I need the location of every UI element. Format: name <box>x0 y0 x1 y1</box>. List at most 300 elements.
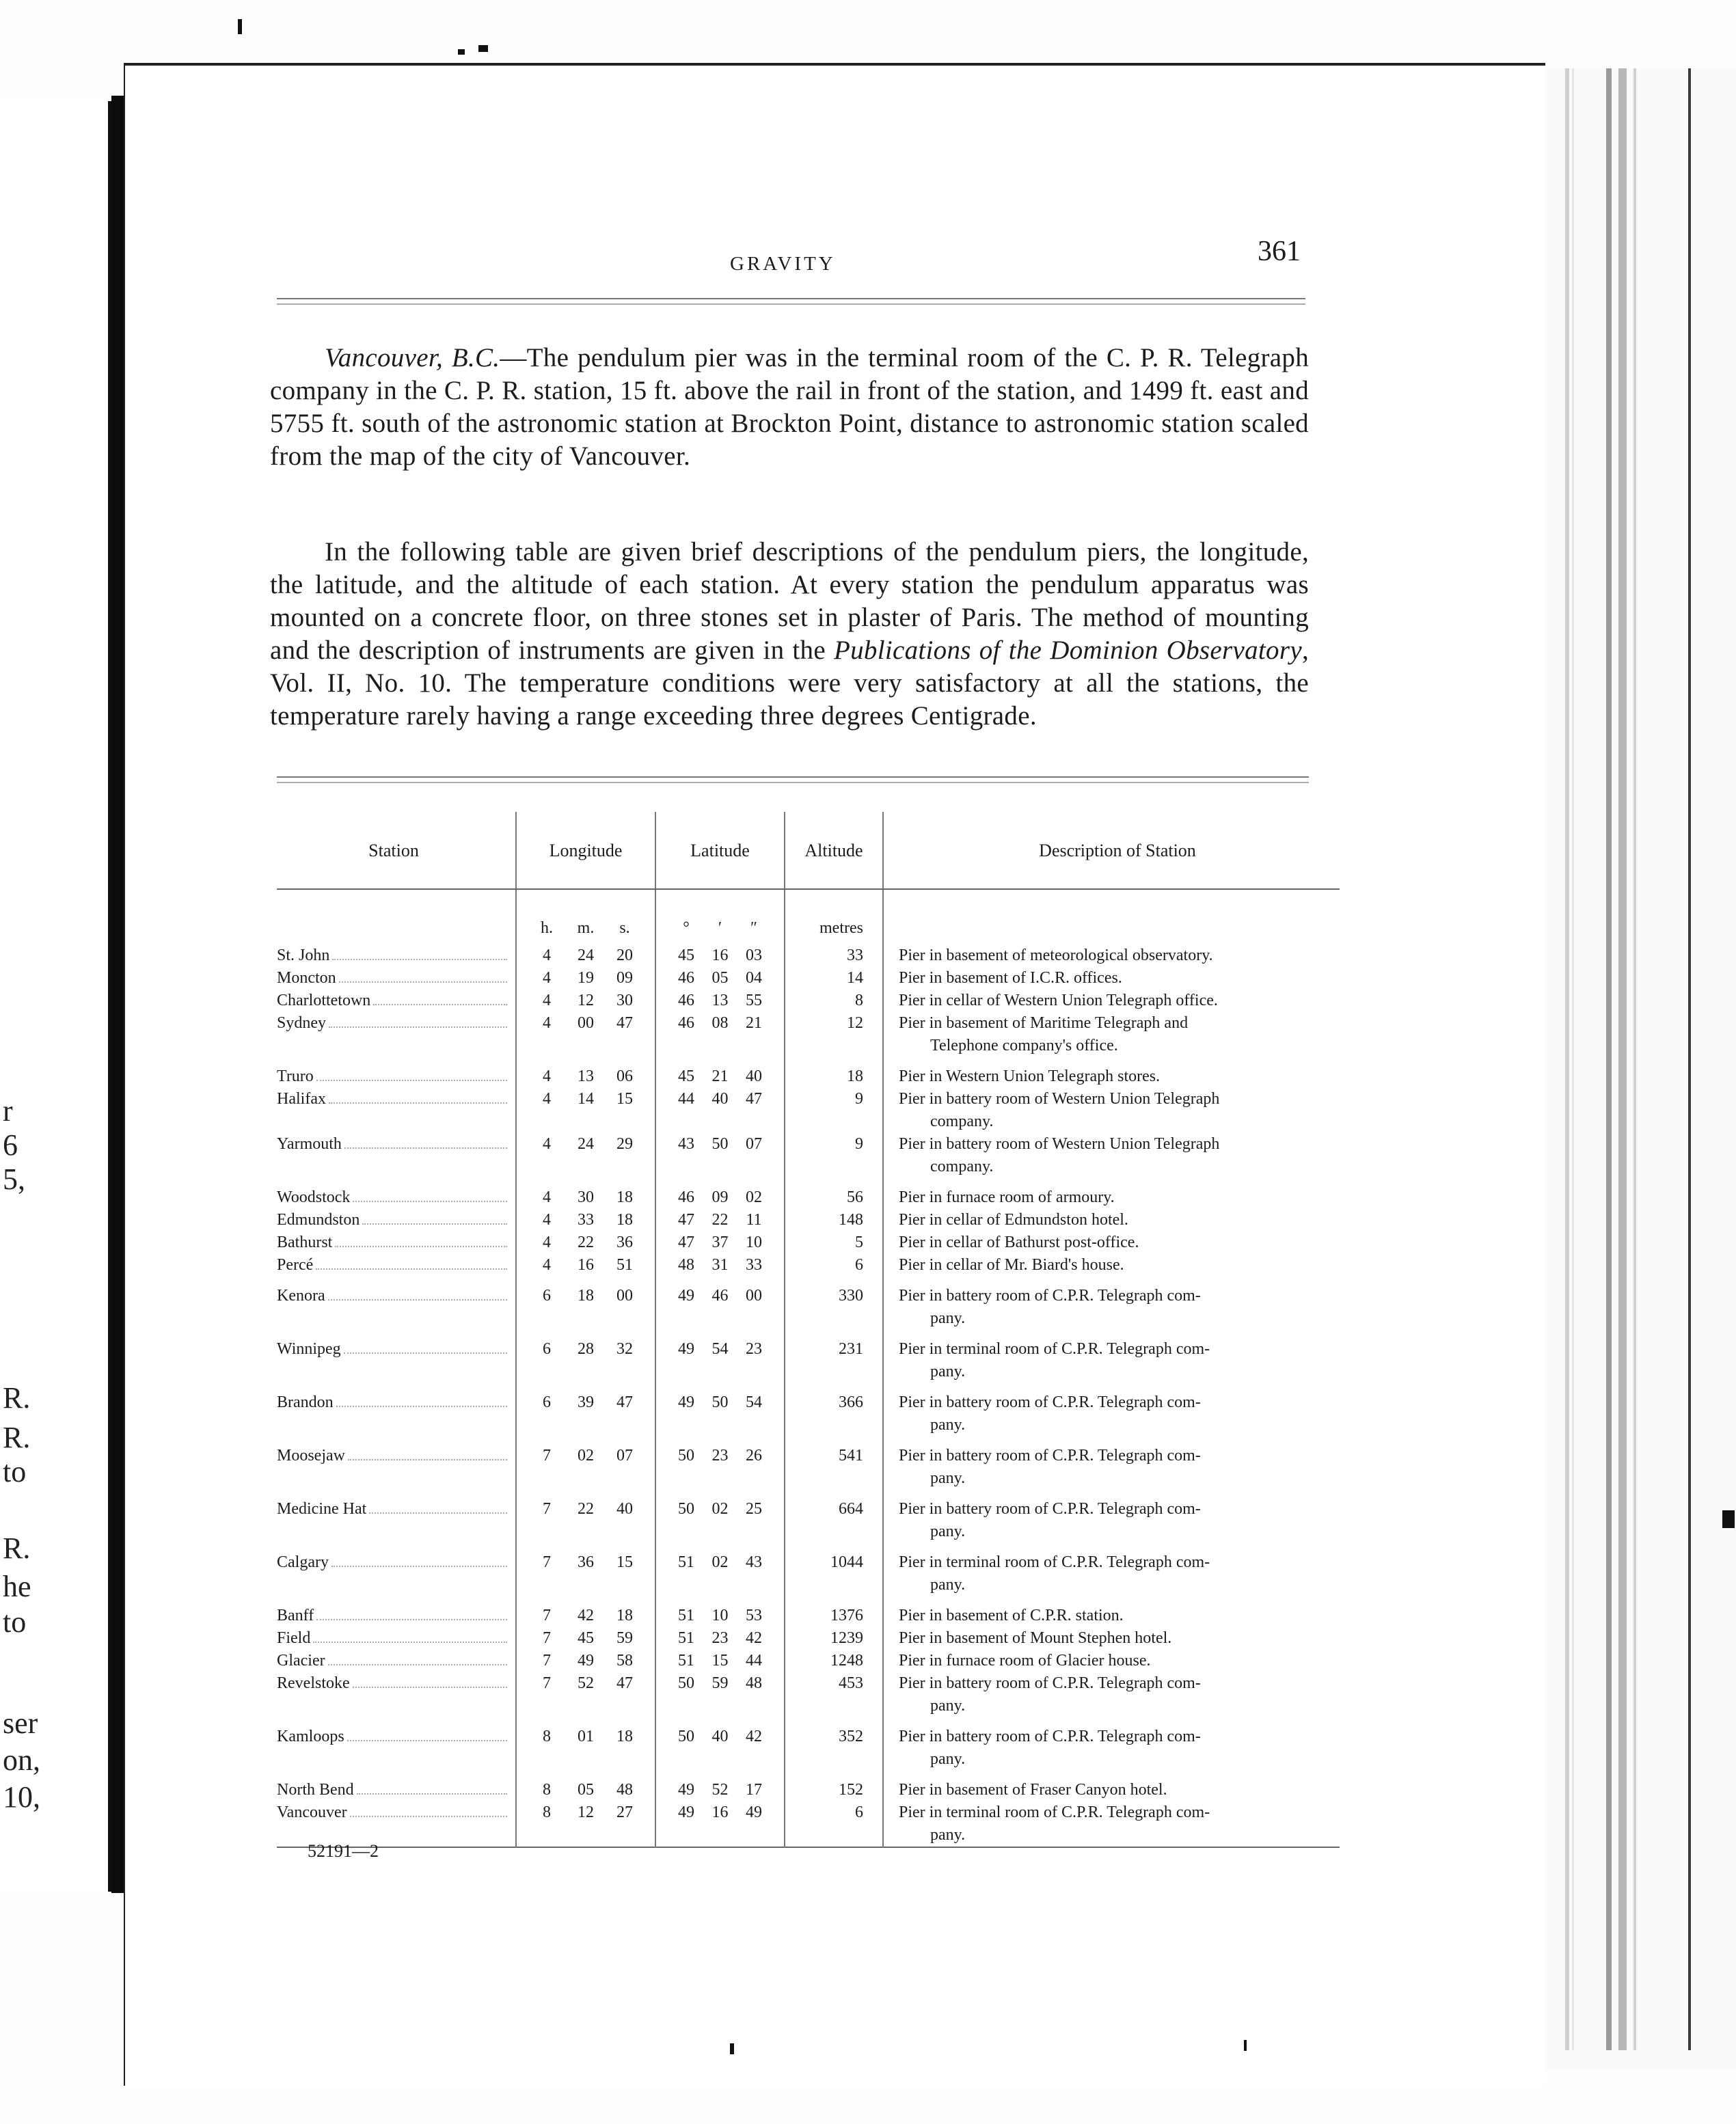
longitude-seconds: 18 <box>616 1211 633 1229</box>
header-description: Description of Station <box>883 812 1340 889</box>
facing-page-fragment: R. <box>3 1421 31 1454</box>
longitude-hours: 8 <box>543 1803 551 1821</box>
table-top-rule <box>277 782 1309 783</box>
altitude-value: 541 <box>785 1445 883 1490</box>
leader-dots <box>357 1793 507 1795</box>
header-altitude: Altitude <box>785 812 883 889</box>
altitude-value: 8 <box>785 990 883 1012</box>
longitude-hours: 4 <box>543 947 551 964</box>
longitude-seconds: 47 <box>616 1393 633 1411</box>
stations-table <box>277 812 1340 1851</box>
latitude-degrees: 45 <box>678 947 694 964</box>
station-description: Pier in battery room of C.P.R. Telegraph com- <box>899 1674 1201 1692</box>
latitude-seconds: 33 <box>746 1256 762 1274</box>
longitude-hours: 4 <box>543 1090 551 1108</box>
film-speck <box>478 45 488 52</box>
leader-dots <box>313 1642 507 1643</box>
latitude-minutes: 31 <box>711 1256 729 1274</box>
latitude-degrees: 49 <box>678 1393 694 1411</box>
row-spacer <box>277 1717 1340 1726</box>
latitude-minutes: 37 <box>711 1234 729 1251</box>
latitude-degrees: 43 <box>678 1135 694 1153</box>
latitude-minutes: 40 <box>711 1090 729 1108</box>
latitude-seconds: 42 <box>746 1728 762 1745</box>
longitude-hours: 7 <box>543 1607 551 1624</box>
latitude-degrees: 51 <box>678 1629 694 1647</box>
station-description: Pier in terminal room of C.P.R. Telegraph com- <box>899 1340 1210 1358</box>
station-description-continued: pany. <box>930 1576 966 1594</box>
altitude-value: 1376 <box>785 1605 883 1627</box>
longitude-minutes: 18 <box>578 1287 594 1305</box>
station-description: Pier in cellar of Edmundston hotel. <box>899 1211 1128 1229</box>
altitude-value: 9 <box>785 1133 883 1178</box>
station-description: Pier in battery room of C.P.R. Telegraph com- <box>899 1447 1201 1465</box>
row-spacer <box>277 1057 1340 1065</box>
latitude-seconds: 53 <box>746 1607 762 1624</box>
latitude-seconds: 03 <box>746 947 762 964</box>
station-description: Pier in furnace room of armoury. <box>899 1188 1115 1206</box>
film-speck <box>1244 2040 1247 2051</box>
table-row <box>277 1254 1340 1277</box>
table-row <box>277 1627 1340 1650</box>
publication-title: Publications of the Dominion Observatory <box>833 636 1302 665</box>
header-rule <box>277 303 1305 305</box>
leader-dots <box>316 1268 507 1270</box>
longitude-minutes: 52 <box>578 1674 594 1692</box>
station-name: Kamloops <box>277 1728 344 1745</box>
paragraph-vancouver <box>270 342 1309 473</box>
station-description: Pier in battery room of C.P.R. Telegraph com- <box>899 1393 1201 1411</box>
edge-line <box>1606 68 1612 2050</box>
station-name: Kenora <box>277 1287 325 1305</box>
station-name: Woodstock <box>277 1188 351 1206</box>
row-spacer <box>277 1330 1340 1338</box>
latitude-minutes: 50 <box>711 1135 729 1153</box>
table-row <box>277 1209 1340 1231</box>
station-description: Pier in furnace room of Glacier house. <box>899 1652 1151 1670</box>
station-description: Pier in basement of Maritime Telegraph and <box>899 1014 1189 1032</box>
latitude-minutes: 40 <box>711 1728 729 1745</box>
table-top-rule <box>277 776 1309 778</box>
paragraph-text: In the following table are given brief descriptions of the pendulum piers, the longitude, the latitude, and the altitude of each station. At every station the pendulum apparatus was mounted on a concrete floor, on three stones set in plaster of Paris. The method of mounting and the description of instruments are given in the <box>270 537 1309 665</box>
latitude-degrees: 46 <box>678 1014 694 1032</box>
latitude-minutes: 16 <box>711 947 729 964</box>
latitude-seconds: 48 <box>746 1674 762 1692</box>
leader-dots <box>339 981 507 983</box>
latitude-minutes: 02 <box>711 1500 729 1518</box>
station-name: Vancouver <box>277 1803 347 1821</box>
station-name: Sydney <box>277 1014 326 1032</box>
station-name: Field <box>277 1629 311 1647</box>
leader-dots <box>332 959 507 960</box>
leader-dots <box>344 1147 507 1149</box>
altitude-value: 231 <box>785 1338 883 1383</box>
station-name: Revelstoke <box>277 1674 350 1692</box>
facing-page-fragment: to <box>3 1605 27 1639</box>
latitude-minutes: 50 <box>711 1393 729 1411</box>
longitude-seconds: 40 <box>616 1500 633 1518</box>
facing-page-fragment: r <box>3 1094 13 1128</box>
altitude-value: 664 <box>785 1498 883 1543</box>
latitude-minutes: 16 <box>711 1803 729 1821</box>
latitude-degrees: 46 <box>678 992 694 1009</box>
table-row <box>277 1186 1340 1209</box>
row-spacer <box>277 1596 1340 1605</box>
altitude-value: 1248 <box>785 1650 883 1672</box>
station-description-continued: pany. <box>930 1697 966 1715</box>
station-description: Pier in cellar of Western Union Telegraph office. <box>899 992 1218 1009</box>
table-row <box>277 967 1340 990</box>
row-spacer <box>277 1178 1340 1186</box>
latitude-seconds: 49 <box>746 1803 762 1821</box>
header-latitude: Latitude <box>655 812 785 889</box>
latitude-degrees: 50 <box>678 1674 694 1692</box>
longitude-minutes: 12 <box>578 1803 594 1821</box>
station-name: Winnipeg <box>277 1340 341 1358</box>
leader-dots <box>329 1102 507 1104</box>
latitude-degrees: 51 <box>678 1607 694 1624</box>
latitude-degrees: 48 <box>678 1256 694 1274</box>
latitude-seconds: 10 <box>746 1234 762 1251</box>
table-header-row <box>277 812 1340 889</box>
latitude-degrees: 51 <box>678 1652 694 1670</box>
leader-dots <box>353 1201 507 1202</box>
latitude-seconds: 04 <box>746 969 762 987</box>
station-description: Pier in terminal room of C.P.R. Telegraph com- <box>899 1803 1210 1821</box>
station-description-continued: company. <box>930 1158 994 1175</box>
longitude-hours: 6 <box>543 1340 551 1358</box>
unit-seconds: s. <box>619 919 630 937</box>
latitude-minutes: 54 <box>711 1340 729 1358</box>
latitude-minutes: 59 <box>711 1674 729 1692</box>
longitude-hours: 7 <box>543 1652 551 1670</box>
table-row <box>277 1605 1340 1627</box>
longitude-hours: 4 <box>543 1211 551 1229</box>
altitude-value: 352 <box>785 1726 883 1771</box>
latitude-minutes: 21 <box>711 1067 729 1085</box>
latitude-seconds: 23 <box>746 1340 762 1358</box>
longitude-seconds: 51 <box>616 1256 633 1274</box>
longitude-seconds: 18 <box>616 1728 633 1745</box>
edge-line <box>1618 68 1627 2050</box>
facing-page-fragment: R. <box>3 1381 31 1415</box>
longitude-hours: 4 <box>543 1256 551 1274</box>
latitude-minutes: 10 <box>711 1607 729 1624</box>
latitude-degrees: 46 <box>678 969 694 987</box>
station-name: Percé <box>277 1256 314 1274</box>
longitude-hours: 7 <box>543 1500 551 1518</box>
edge-line <box>1572 68 1574 2050</box>
station-name: St. John <box>277 947 330 964</box>
longitude-seconds: 30 <box>616 992 633 1009</box>
table-row <box>277 1726 1340 1771</box>
longitude-hours: 4 <box>543 992 551 1009</box>
unit-degrees: ° <box>683 919 690 937</box>
table-bottom-rule <box>277 1847 1340 1851</box>
longitude-minutes: 24 <box>578 1135 594 1153</box>
latitude-degrees: 49 <box>678 1803 694 1821</box>
longitude-minutes: 12 <box>578 992 594 1009</box>
altitude-value: 1044 <box>785 1551 883 1596</box>
leader-dots <box>373 1004 507 1005</box>
longitude-minutes: 14 <box>578 1090 594 1108</box>
station-name: Bathurst <box>277 1234 333 1251</box>
longitude-seconds: 09 <box>616 969 633 987</box>
latitude-seconds: 43 <box>746 1553 762 1571</box>
latitude-degrees: 50 <box>678 1447 694 1465</box>
header-station: Station <box>277 812 516 889</box>
table-row <box>277 1133 1340 1178</box>
longitude-hours: 4 <box>543 1014 551 1032</box>
table-row <box>277 1551 1340 1596</box>
station-description-continued: pany. <box>930 1309 966 1327</box>
station-description-continued: pany. <box>930 1363 966 1380</box>
longitude-seconds: 58 <box>616 1652 633 1670</box>
leader-dots <box>350 1816 507 1817</box>
longitude-seconds: 20 <box>616 947 633 964</box>
table-row <box>277 1779 1340 1801</box>
altitude-value: 14 <box>785 967 883 990</box>
latitude-minutes: 22 <box>711 1211 729 1229</box>
latitude-degrees: 45 <box>678 1067 694 1085</box>
latitude-seconds: 42 <box>746 1629 762 1647</box>
leader-dots <box>328 1664 507 1665</box>
leader-dots <box>369 1512 507 1514</box>
facing-page-fragment: ser <box>3 1706 38 1740</box>
station-description-continued: pany. <box>930 1826 966 1844</box>
leader-dots <box>329 1026 507 1028</box>
altitude-value: 12 <box>785 1012 883 1057</box>
longitude-minutes: 42 <box>578 1607 594 1624</box>
table-row <box>277 1065 1340 1088</box>
leader-dots <box>353 1687 507 1688</box>
table-row <box>277 1338 1340 1383</box>
leader-dots <box>316 1080 507 1081</box>
station-description-continued: company. <box>930 1113 994 1130</box>
table-row <box>277 1498 1340 1543</box>
latitude-degrees: 49 <box>678 1781 694 1799</box>
leader-dots <box>316 1619 507 1620</box>
altitude-value: 152 <box>785 1779 883 1801</box>
longitude-seconds: 15 <box>616 1090 633 1108</box>
altitude-value: 1239 <box>785 1627 883 1650</box>
facing-page-fragment: 6 <box>3 1128 18 1162</box>
latitude-seconds: 02 <box>746 1188 762 1206</box>
latitude-minutes: 08 <box>711 1014 729 1032</box>
longitude-seconds: 48 <box>616 1781 633 1799</box>
longitude-hours: 7 <box>543 1553 551 1571</box>
latitude-seconds: 55 <box>746 992 762 1009</box>
longitude-hours: 4 <box>543 1234 551 1251</box>
longitude-hours: 7 <box>543 1629 551 1647</box>
latitude-seconds: 21 <box>746 1014 762 1032</box>
longitude-seconds: 59 <box>616 1629 633 1647</box>
longitude-minutes: 01 <box>578 1728 594 1745</box>
station-description: Pier in battery room of Western Union Telegraph <box>899 1090 1220 1108</box>
row-spacer <box>277 1437 1340 1445</box>
station-name: Medicine Hat <box>277 1500 367 1518</box>
station-description: Pier in basement of Mount Stephen hotel. <box>899 1629 1172 1647</box>
longitude-seconds: 06 <box>616 1067 633 1085</box>
station-name: Yarmouth <box>277 1135 342 1153</box>
station-name: Edmundston <box>277 1211 360 1229</box>
station-description: Pier in cellar of Bathurst post-office. <box>899 1234 1139 1251</box>
table-row <box>277 1650 1340 1672</box>
station-description-continued: pany. <box>930 1523 966 1540</box>
row-spacer <box>277 1490 1340 1498</box>
latitude-minutes: 23 <box>711 1629 729 1647</box>
latitude-minutes: 05 <box>711 969 729 987</box>
longitude-minutes: 24 <box>578 947 594 964</box>
latitude-seconds: 47 <box>746 1090 762 1108</box>
longitude-seconds: 00 <box>616 1287 633 1305</box>
leader-dots <box>328 1299 507 1301</box>
binding-gutter <box>111 96 124 1893</box>
altitude-value: 56 <box>785 1186 883 1209</box>
longitude-hours: 4 <box>543 1188 551 1206</box>
edge-line <box>1688 68 1691 2050</box>
station-description: Pier in basement of Fraser Canyon hotel. <box>899 1781 1167 1799</box>
station-name: Glacier <box>277 1652 325 1670</box>
station-description: Pier in basement of meteorological observatory. <box>899 947 1213 964</box>
longitude-minutes: 33 <box>578 1211 594 1229</box>
longitude-minutes: 36 <box>578 1553 594 1571</box>
longitude-minutes: 49 <box>578 1652 594 1670</box>
longitude-seconds: 27 <box>616 1803 633 1821</box>
unit-minutes: m. <box>577 919 595 937</box>
leader-dots <box>362 1223 507 1225</box>
leader-dots <box>335 1246 507 1247</box>
paragraph-text: —The pendulum pier was in the terminal room of the C. P. R. Telegraph company in the C. P. R. station, 15 ft. above the rail in front of the station, and 1499 ft. east and 5755 ft. south of the astronomic station at Brockton Point, distance to astronomic station scaled from the map of the city of Vancouver. <box>270 343 1309 471</box>
longitude-minutes: 05 <box>578 1781 594 1799</box>
station-description: Pier in basement of I.C.R. offices. <box>899 969 1122 987</box>
station-description: Pier in battery room of C.P.R. Telegraph com- <box>899 1728 1201 1745</box>
latitude-minutes: 23 <box>711 1447 729 1465</box>
altitude-value: 148 <box>785 1209 883 1231</box>
running-head: GRAVITY <box>730 253 836 275</box>
longitude-hours: 4 <box>543 1135 551 1153</box>
station-description: Pier in terminal room of C.P.R. Telegraph com- <box>899 1553 1210 1571</box>
table-row <box>277 1445 1340 1490</box>
leader-dots <box>344 1352 507 1354</box>
station-name: North Bend <box>277 1781 354 1799</box>
leader-dots <box>336 1406 507 1407</box>
table-row <box>277 1801 1340 1847</box>
station-name: Brandon <box>277 1393 334 1411</box>
longitude-hours: 4 <box>543 1067 551 1085</box>
table-row <box>277 1672 1340 1717</box>
latitude-seconds: 25 <box>746 1500 762 1518</box>
longitude-minutes: 30 <box>578 1188 594 1206</box>
longitude-minutes: 22 <box>578 1500 594 1518</box>
header-rule <box>277 298 1305 299</box>
table-row <box>277 990 1340 1012</box>
latitude-degrees: 51 <box>678 1553 694 1571</box>
altitude-value: 366 <box>785 1391 883 1437</box>
leader-dots <box>347 1740 507 1741</box>
longitude-seconds: 47 <box>616 1674 633 1692</box>
latitude-minutes: 13 <box>711 992 729 1009</box>
latitude-seconds: 11 <box>746 1211 762 1229</box>
latitude-minutes: 02 <box>711 1553 729 1571</box>
station-description-continued: Telephone company's office. <box>930 1037 1118 1054</box>
longitude-minutes: 00 <box>578 1014 594 1032</box>
station-name: Moncton <box>277 969 336 987</box>
longitude-minutes: 28 <box>578 1340 594 1358</box>
latitude-degrees: 46 <box>678 1188 694 1206</box>
longitude-hours: 8 <box>543 1728 551 1745</box>
longitude-hours: 6 <box>543 1287 551 1305</box>
latitude-minutes: 09 <box>711 1188 729 1206</box>
longitude-minutes: 19 <box>578 969 594 987</box>
station-description: Pier in Western Union Telegraph stores. <box>899 1067 1161 1085</box>
station-name: Banff <box>277 1607 314 1624</box>
row-spacer <box>277 1383 1340 1391</box>
altitude-value: 33 <box>785 944 883 967</box>
longitude-seconds: 18 <box>616 1607 633 1624</box>
longitude-hours: 7 <box>543 1447 551 1465</box>
station-description: Pier in battery room of Western Union Telegraph <box>899 1135 1220 1153</box>
place-name: Vancouver, B.C. <box>325 343 500 372</box>
facing-page-fragment: he <box>3 1570 31 1603</box>
longitude-minutes: 13 <box>578 1067 594 1085</box>
printer-code: 52191—2 <box>308 1841 379 1861</box>
station-description-continued: pany. <box>930 1416 966 1434</box>
longitude-seconds: 07 <box>616 1447 633 1465</box>
latitude-minutes: 52 <box>711 1781 729 1799</box>
page-number: 361 <box>1258 236 1301 267</box>
leader-dots <box>331 1566 507 1567</box>
facing-page-fragment: R. <box>3 1531 31 1565</box>
longitude-hours: 8 <box>543 1781 551 1799</box>
unit-hours: h. <box>541 919 553 937</box>
station-description: Pier in cellar of Mr. Biard's house. <box>899 1256 1124 1274</box>
row-spacer <box>277 1543 1340 1551</box>
unit-metres: metres <box>785 889 883 944</box>
altitude-value: 9 <box>785 1088 883 1133</box>
units-row <box>277 889 1340 944</box>
table-row <box>277 1012 1340 1057</box>
unit-arcsec: ″ <box>750 919 757 937</box>
latitude-minutes: 46 <box>711 1287 729 1305</box>
altitude-value: 330 <box>785 1285 883 1330</box>
latitude-degrees: 50 <box>678 1500 694 1518</box>
facing-page-fragment: 10, <box>3 1780 40 1814</box>
edge-line <box>1565 68 1569 2050</box>
edge-line <box>1633 68 1636 2050</box>
station-description-continued: pany. <box>930 1750 966 1768</box>
station-description-continued: pany. <box>930 1469 966 1487</box>
film-speck <box>238 19 242 34</box>
latitude-seconds: 40 <box>746 1067 762 1085</box>
table-row <box>277 1391 1340 1437</box>
facing-page-fragment: on, <box>3 1743 40 1777</box>
altitude-value: 18 <box>785 1065 883 1088</box>
latitude-degrees: 44 <box>678 1090 694 1108</box>
station-name: Charlottetown <box>277 992 371 1009</box>
row-spacer <box>277 1277 1340 1285</box>
latitude-seconds: 00 <box>746 1287 762 1305</box>
station-name: Truro <box>277 1067 314 1085</box>
altitude-value: 6 <box>785 1254 883 1277</box>
latitude-seconds: 44 <box>746 1652 762 1670</box>
longitude-minutes: 02 <box>578 1447 594 1465</box>
paragraph-table-intro <box>270 536 1309 733</box>
header-longitude: Longitude <box>516 812 655 889</box>
longitude-seconds: 15 <box>616 1553 633 1571</box>
station-name: Moosejaw <box>277 1447 345 1465</box>
latitude-seconds: 26 <box>746 1447 762 1465</box>
